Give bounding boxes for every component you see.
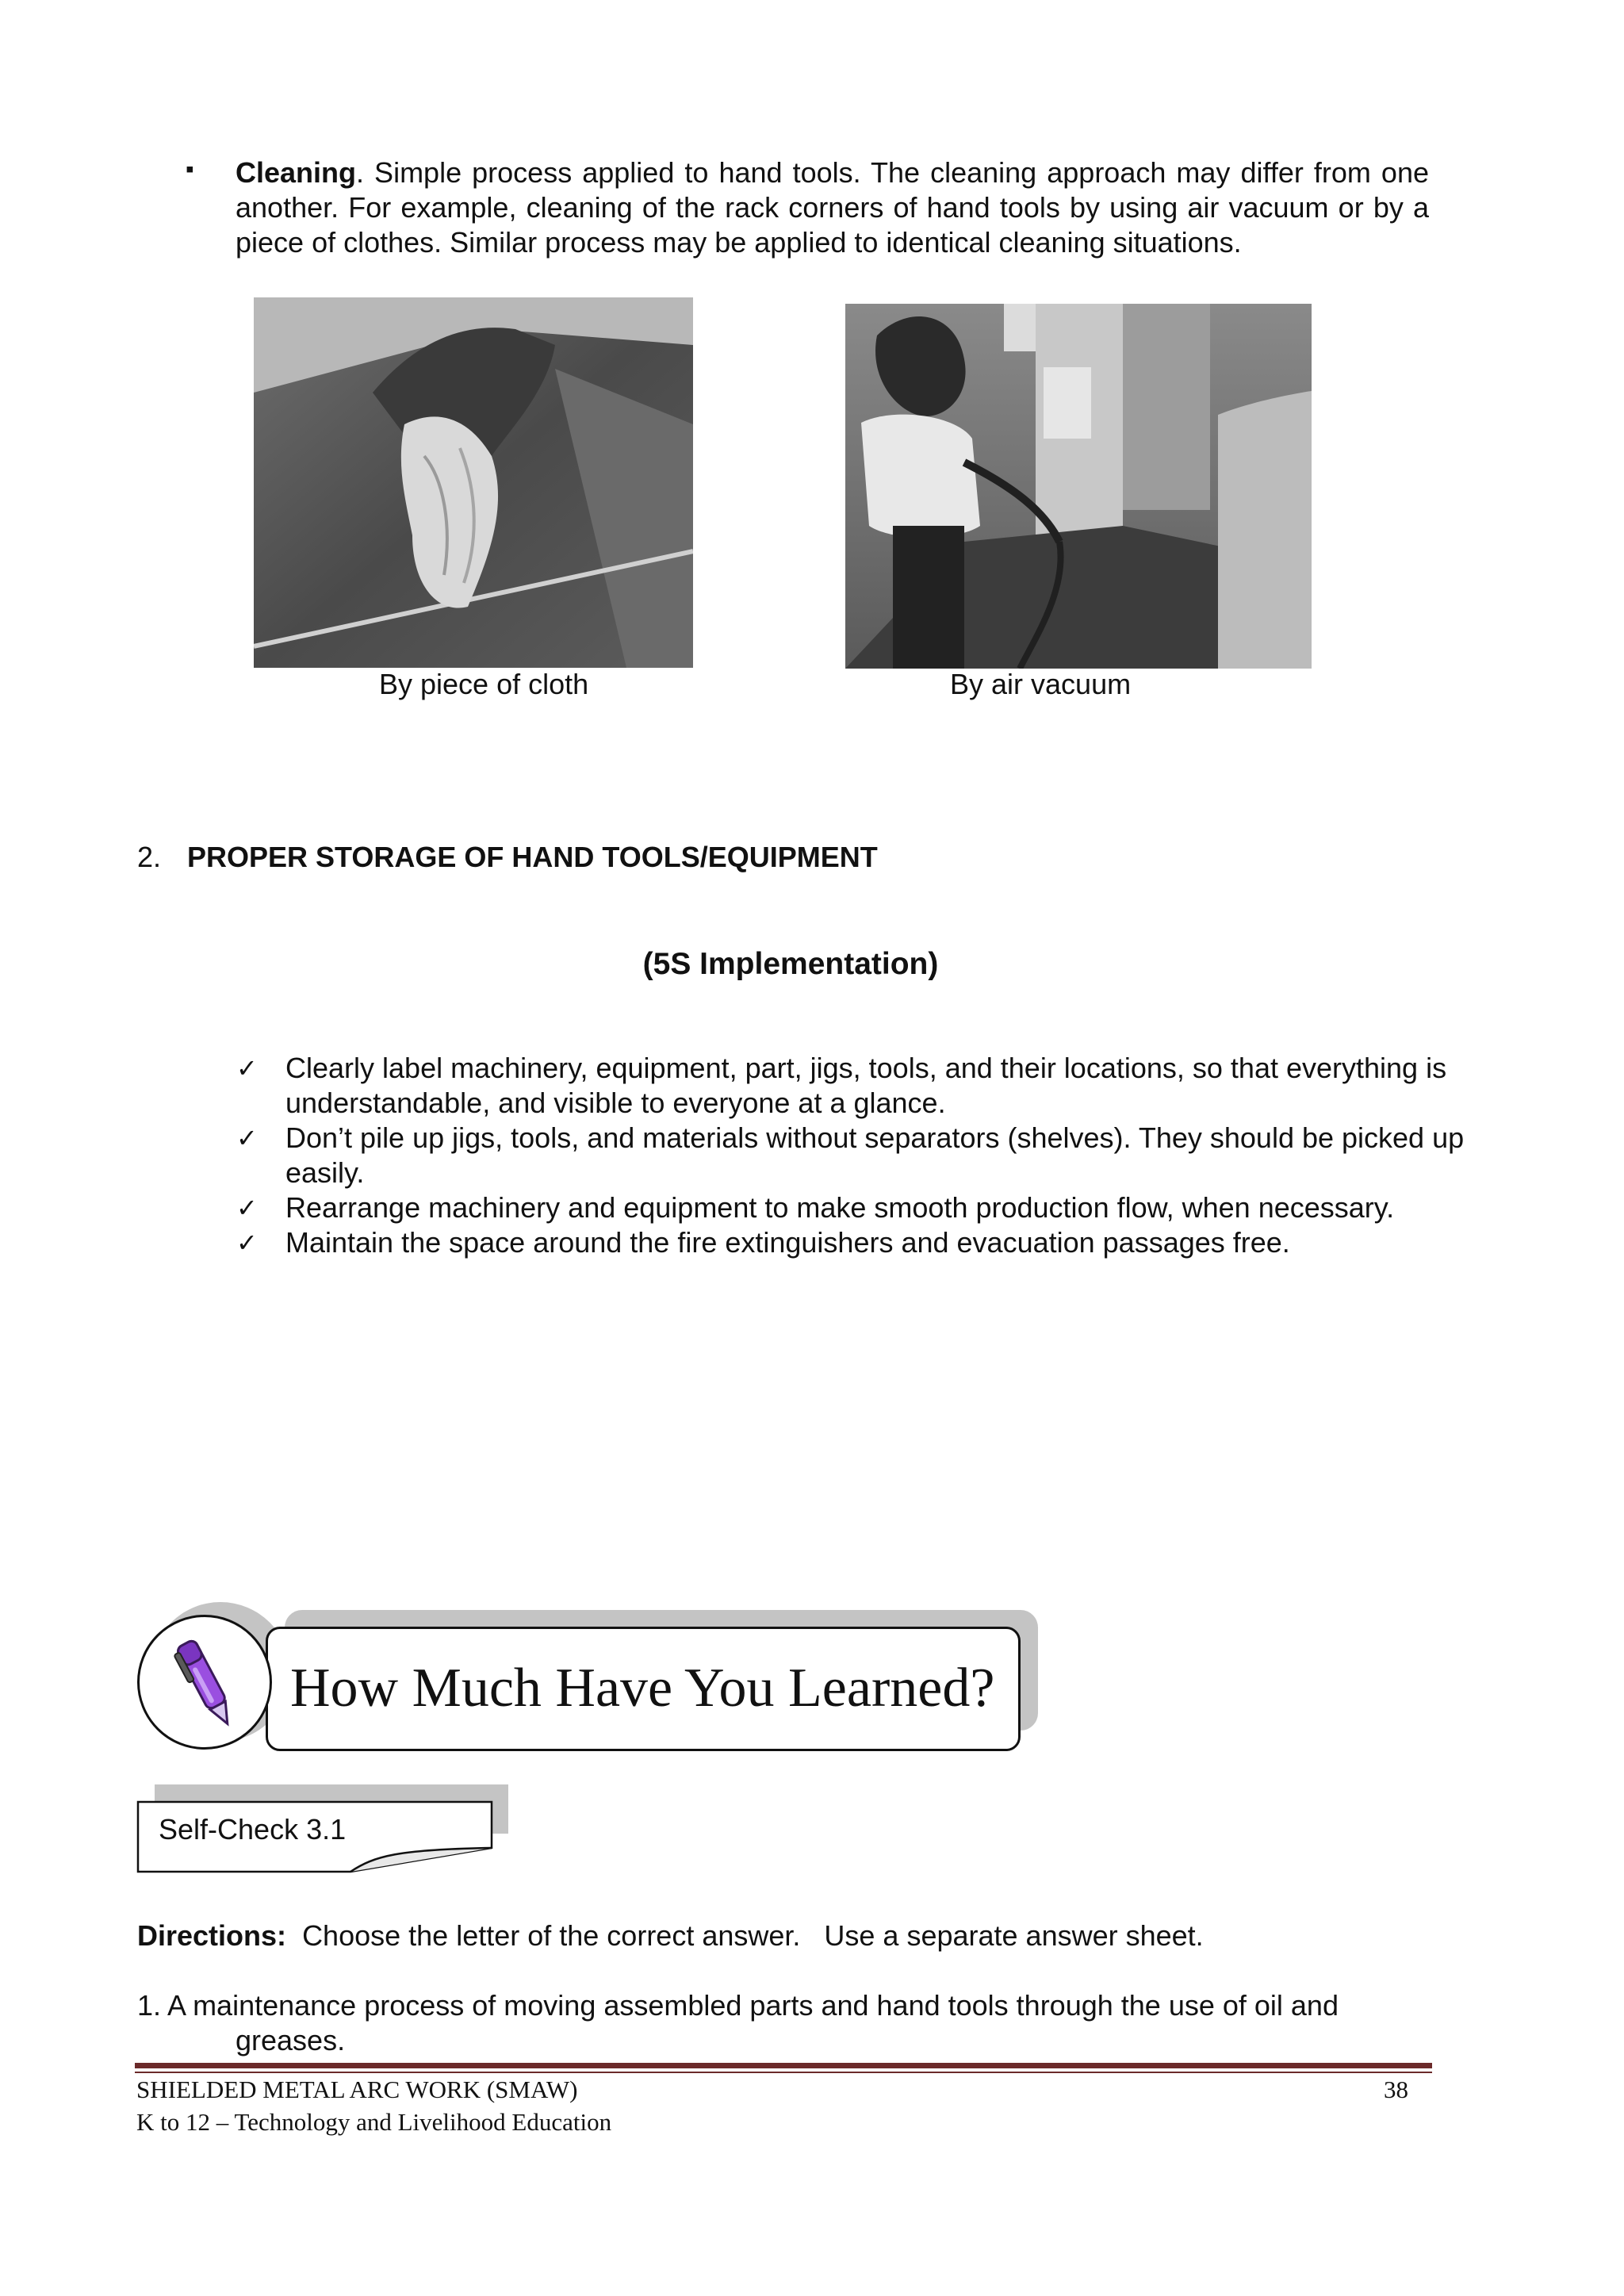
question-1-line1: 1. A maintenance process of moving assembled parts and hand tools through the use of oil and: [137, 1989, 1339, 2022]
list-item: [236, 1121, 1473, 1190]
list-item: [236, 1225, 1473, 1260]
list-item-text: Don’t pile up jigs, tools, and materials without separators (shelves). They should be picked up easily.: [285, 1121, 1465, 1189]
check-icon: ✓: [236, 1193, 258, 1223]
list-item: [236, 1190, 1473, 1225]
cleaning-paragraph: [236, 155, 1429, 260]
list-item-text: Clearly label machinery, equipment, part, jigs, tools, and their locations, so that everything is understandable, and visible to everyone at a glance.: [285, 1052, 1447, 1119]
storage-checklist: [236, 1051, 1473, 1260]
footer-rule: [135, 2063, 1432, 2068]
cleaning-term: Cleaning: [236, 156, 357, 189]
photo-cleaning-by-cloth: [254, 297, 693, 668]
photo-cleaning-by-air-vacuum: [845, 304, 1312, 669]
footer-course-title: SHIELDED METAL ARC WORK (SMAW): [136, 2076, 578, 2103]
pen-icon: [159, 1632, 254, 1735]
list-item-text: Maintain the space around the fire extinguishers and evacuation passages free.: [285, 1226, 1290, 1259]
banner-title: How Much Have You Learned?: [290, 1658, 995, 1719]
list-item: [236, 1051, 1473, 1121]
directions-text: Choose the letter of the correct answer. Use a separate answer sheet.: [302, 1919, 1204, 1952]
page-number: 38: [1384, 2076, 1408, 2103]
question-1: [137, 1988, 1430, 2058]
cleaning-text: . Simple process applied to hand tools. The cleaning approach may differ from one another. For example, cleaning of the rack corners of hand tools by using air vacuum or by a piece of clothes. Similar process may be applied to identical cleaning situations.: [236, 156, 1429, 259]
self-check-label: Self-Check 3.1: [159, 1813, 347, 1846]
check-icon: ✓: [236, 1228, 258, 1258]
directions-label: Directions:: [137, 1919, 287, 1952]
caption-air-vacuum: By air vacuum: [950, 668, 1132, 700]
subheading-text: (5S Implementation): [642, 947, 939, 981]
caption-cloth: By piece of cloth: [379, 668, 589, 700]
footer-program: K to 12 – Technology and Livelihood Education: [136, 2108, 612, 2136]
question-1-line2: greases.: [236, 2024, 346, 2056]
section-title: PROPER STORAGE OF HAND TOOLS/EQUIPMENT: [187, 841, 878, 873]
list-item-text: Rearrange machinery and equipment to make smooth production flow, when necessary.: [285, 1191, 1395, 1224]
check-icon: ✓: [236, 1053, 258, 1083]
section-number: 2.: [137, 841, 162, 873]
subheading: [0, 947, 1624, 982]
footer-rule-thin: [135, 2072, 1432, 2073]
check-icon: ✓: [236, 1123, 258, 1153]
directions: [137, 1919, 1204, 1953]
bullet-icon: ▪: [186, 156, 194, 182]
